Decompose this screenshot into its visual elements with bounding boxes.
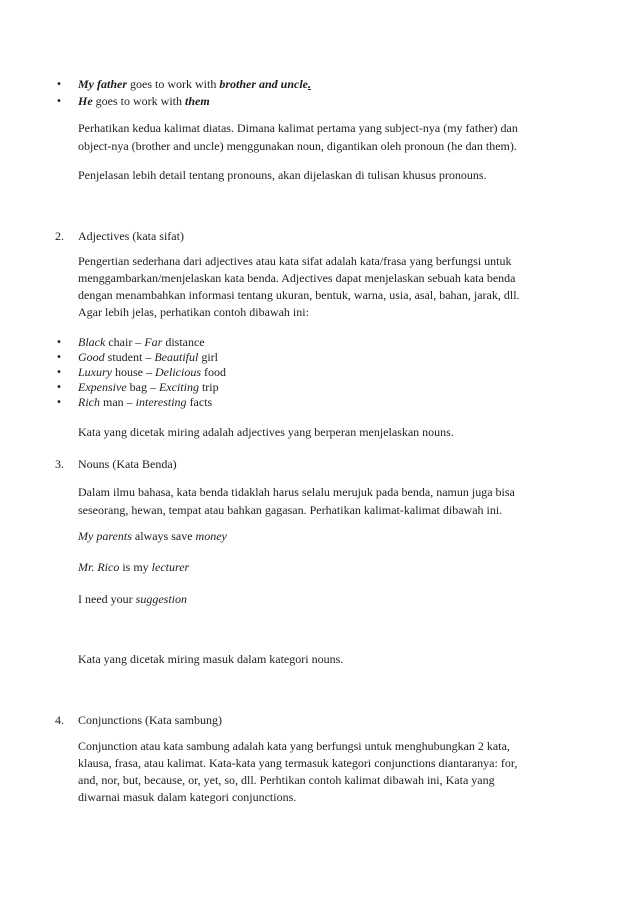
section-2-title: Adjectives (kata sifat) [78, 229, 184, 243]
text-segment: bag – [126, 380, 159, 394]
text-segment: house – [112, 365, 155, 379]
text-segment: Mr. Rico [78, 560, 120, 574]
text-segment: . [308, 77, 312, 91]
paragraph-line: Agar lebih jelas, perhatikan contoh dibawah ini: [78, 305, 309, 319]
pronoun-more-paragraph [78, 166, 487, 184]
paragraph-line: Kata yang dicetak miring adalah adjectives yang berperan menjelaskan nouns. [78, 425, 454, 439]
text-segment: I need your [78, 592, 136, 606]
paragraph-line: klausa, frasa, atau kalimat. Kata-kata yang termasuk kategori conjunctions diantaranya: for, [78, 756, 518, 770]
paragraph-line: Conjunction atau kata sambung adalah kata yang berfungsi untuk menghubungkan 2 kata, [78, 739, 510, 753]
text-segment: Delicious [155, 365, 201, 379]
text-segment: interesting [135, 395, 187, 409]
text-segment: girl [198, 350, 219, 364]
paragraph-line: dengan menambahkan informasi tentang ukuran, bentuk, warna, usia, asal, bahan, jarak, dll. [78, 288, 520, 302]
text-segment: Far [144, 335, 163, 349]
nouns-note-paragraph [78, 651, 343, 668]
section-4-number: 4. [55, 713, 64, 727]
bullet-icon: • [56, 96, 62, 107]
text-segment: money [195, 529, 227, 543]
list-item [56, 380, 226, 395]
text-segment: them [185, 94, 210, 108]
text-segment: facts [186, 395, 213, 409]
paragraph-line [78, 528, 227, 545]
text-segment: student – [104, 350, 155, 364]
text-segment: Expensive [78, 380, 127, 394]
paragraph-line [78, 591, 187, 608]
section-2-number: 2. [55, 229, 64, 243]
nouns-definition-paragraph [78, 483, 515, 519]
text-segment: suggestion [135, 592, 187, 606]
text-segment: always save [131, 529, 196, 543]
bullet-icon: • [56, 79, 62, 90]
text-segment: Beautiful [154, 350, 199, 364]
list-item [56, 76, 311, 93]
text-segment: He [78, 94, 93, 108]
text-segment: My father [78, 77, 127, 91]
list-item [56, 365, 226, 380]
text-segment: man – [100, 395, 136, 409]
text-segment: goes to work with [92, 94, 185, 108]
paragraph-line: menggambarkan/menjelaskan kata benda. Adjectives dapat menjelaskan sebuah kata benda [78, 271, 516, 285]
text-segment: is my [119, 560, 152, 574]
noun-example-1 [78, 528, 227, 545]
adjective-example-list [56, 335, 226, 410]
text-segment: lecturer [151, 560, 190, 574]
paragraph-line: Kata yang dicetak miring masuk dalam kategori nouns. [78, 652, 344, 666]
paragraph-line: Pengertian sederhana dari adjectives atau kata sifat adalah kata/frasa yang berfungsi untuk [78, 254, 512, 268]
text-segment: Luxury [78, 365, 112, 379]
paragraph-line: Penjelasan lebih detail tentang pronouns, akan dijelaskan di tulisan khusus pronouns. [78, 168, 487, 182]
bullet-icon: • [56, 397, 62, 408]
section-4-title: Conjunctions (Kata sambung) [78, 713, 222, 727]
bullet-icon: • [56, 382, 62, 393]
paragraph-line: seseorang, hewan, tempat atau bahkan gagasan. Perhatikan kalimat-kalimat dibawah ini. [78, 503, 503, 517]
bullet-icon: • [56, 367, 62, 378]
text-segment: goes to work with [127, 77, 220, 91]
text-segment: Good [78, 350, 105, 364]
section-3-number: 3. [55, 457, 64, 471]
paragraph-line [78, 559, 189, 576]
text-segment: chair – [105, 335, 145, 349]
list-item [56, 335, 226, 350]
conjunctions-definition-paragraph [78, 738, 517, 806]
text-segment: Black [78, 335, 106, 349]
text-segment: My parents [78, 529, 132, 543]
pronoun-explanation-paragraph [78, 119, 518, 155]
text-segment: trip [198, 380, 219, 394]
paragraph-line: Perhatikan kedua kalimat diatas. Dimana kalimat pertama yang subject-nya (my father) dan [78, 121, 518, 135]
text-segment: distance [162, 335, 205, 349]
bullet-icon: • [56, 337, 62, 348]
paragraph-line: Dalam ilmu bahasa, kata benda tidaklah harus selalu merujuk pada benda, namun juga bisa [78, 485, 515, 499]
list-item [56, 350, 226, 365]
paragraph-line: object-nya (brother and uncle) menggunakan noun, digantikan oleh pronoun (he dan them). [78, 139, 517, 153]
list-item [56, 93, 311, 110]
text-segment: Exciting [158, 380, 199, 394]
bullet-icon: • [56, 352, 62, 363]
text-segment: brother and uncle [219, 77, 309, 91]
text-segment: food [201, 365, 226, 379]
paragraph-line: and, nor, but, because, or, yet, so, dll. Perhtikan contoh kalimat dibawah ini, Kata yang [78, 773, 495, 787]
noun-example-3 [78, 591, 187, 608]
list-item [56, 395, 226, 410]
adjectives-definition-paragraph [78, 253, 520, 321]
pronoun-example-list [56, 76, 311, 110]
section-3-title: Nouns (Kata Benda) [78, 457, 177, 471]
paragraph-line: diwarnai masuk dalam kategori conjunctions. [78, 790, 297, 804]
adjectives-note-paragraph [78, 424, 454, 441]
text-segment: Rich [78, 395, 100, 409]
noun-example-2 [78, 559, 189, 576]
